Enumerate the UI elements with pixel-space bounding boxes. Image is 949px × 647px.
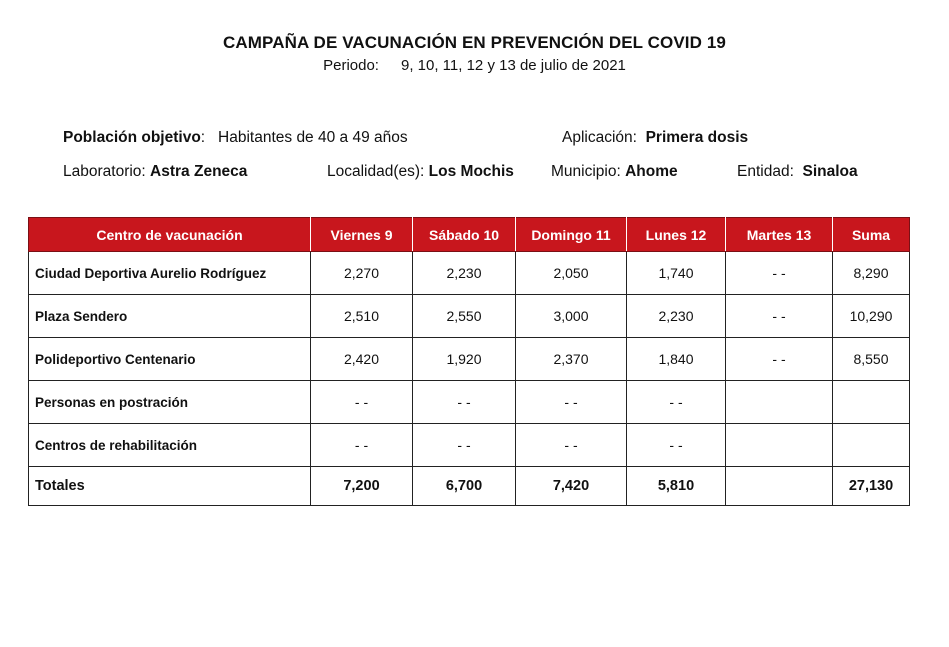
table-cell: - - bbox=[413, 424, 516, 467]
table-cell bbox=[833, 381, 910, 424]
total-cell: 6,700 bbox=[413, 467, 516, 506]
table-cell: 10,290 bbox=[833, 295, 910, 338]
table-cell: 2,370 bbox=[516, 338, 627, 381]
application-label: Aplicación: bbox=[562, 129, 637, 146]
municipality-value: Ahome bbox=[625, 163, 678, 180]
application-info bbox=[562, 129, 748, 147]
period-label: Periodo: bbox=[323, 57, 379, 74]
table-cell: 2,420 bbox=[311, 338, 413, 381]
table-cell: 2,230 bbox=[627, 295, 726, 338]
table-cell: - - bbox=[516, 381, 627, 424]
table-cell: 1,920 bbox=[413, 338, 516, 381]
period-line bbox=[0, 57, 949, 74]
population-label: Población objetivo bbox=[63, 129, 201, 146]
total-cell: 7,200 bbox=[311, 467, 413, 506]
municipality-info bbox=[551, 163, 678, 181]
table-cell: 8,550 bbox=[833, 338, 910, 381]
table-cell: - - bbox=[726, 295, 833, 338]
table-cell bbox=[726, 424, 833, 467]
totals-row bbox=[29, 467, 910, 506]
header-cell: Martes 13 bbox=[726, 218, 833, 252]
center-name: Polideportivo Centenario bbox=[29, 338, 311, 381]
table-cell: 2,230 bbox=[413, 252, 516, 295]
locality-info bbox=[327, 163, 514, 181]
locality-label: Localidad(es): bbox=[327, 163, 425, 180]
table-cell: - - bbox=[627, 424, 726, 467]
population-colon: : bbox=[200, 129, 206, 146]
table-cell bbox=[833, 424, 910, 467]
entity-label: Entidad: bbox=[737, 163, 794, 180]
table-cell bbox=[726, 381, 833, 424]
table-row bbox=[29, 252, 910, 295]
header-cell: Sábado 10 bbox=[413, 218, 516, 252]
laboratory-value: Astra Zeneca bbox=[150, 163, 248, 180]
population-target bbox=[63, 129, 408, 147]
center-name: Centros de rehabilitación bbox=[29, 424, 311, 467]
header-cell: Lunes 12 bbox=[627, 218, 726, 252]
vaccination-table bbox=[28, 217, 910, 506]
table-cell: 1,740 bbox=[627, 252, 726, 295]
table-cell: - - bbox=[311, 381, 413, 424]
entity-value: Sinaloa bbox=[802, 163, 858, 180]
table-cell: 3,000 bbox=[516, 295, 627, 338]
table-row bbox=[29, 381, 910, 424]
population-value: Habitantes de 40 a 49 años bbox=[218, 129, 408, 146]
entity-info bbox=[737, 163, 858, 181]
table-cell: 2,270 bbox=[311, 252, 413, 295]
laboratory-label: Laboratorio: bbox=[63, 163, 146, 180]
table-header-row bbox=[29, 218, 910, 252]
table-cell: - - bbox=[726, 252, 833, 295]
table-row bbox=[29, 424, 910, 467]
table-cell: - - bbox=[413, 381, 516, 424]
header-cell: Domingo 11 bbox=[516, 218, 627, 252]
totals-label: Totales bbox=[29, 467, 311, 506]
table-cell: 8,290 bbox=[833, 252, 910, 295]
table-cell: - - bbox=[516, 424, 627, 467]
center-name: Personas en postración bbox=[29, 381, 311, 424]
table-cell: 2,550 bbox=[413, 295, 516, 338]
table-cell: - - bbox=[311, 424, 413, 467]
header-cell: Viernes 9 bbox=[311, 218, 413, 252]
municipality-label: Municipio: bbox=[551, 163, 621, 180]
header-cell: Centro de vacunación bbox=[29, 218, 311, 252]
table-cell: 1,840 bbox=[627, 338, 726, 381]
table-cell: - - bbox=[627, 381, 726, 424]
locality-value: Los Mochis bbox=[428, 163, 514, 180]
laboratory-info bbox=[63, 163, 247, 181]
table-cell: 2,510 bbox=[311, 295, 413, 338]
table-row bbox=[29, 338, 910, 381]
total-cell: 7,420 bbox=[516, 467, 627, 506]
table-cell: - - bbox=[726, 338, 833, 381]
document-title: CAMPAÑA DE VACUNACIÓN EN PREVENCIÓN DEL COVID 19 bbox=[223, 33, 726, 52]
center-name: Ciudad Deportiva Aurelio Rodríguez bbox=[29, 252, 311, 295]
center-name: Plaza Sendero bbox=[29, 295, 311, 338]
header-cell: Suma bbox=[833, 218, 910, 252]
table-row bbox=[29, 295, 910, 338]
total-cell bbox=[726, 467, 833, 506]
total-cell: 5,810 bbox=[627, 467, 726, 506]
table-cell: 2,050 bbox=[516, 252, 627, 295]
application-value: Primera dosis bbox=[645, 129, 749, 146]
period-value: 9, 10, 11, 12 y 13 de julio de 2021 bbox=[400, 57, 626, 74]
total-cell: 27,130 bbox=[833, 467, 910, 506]
